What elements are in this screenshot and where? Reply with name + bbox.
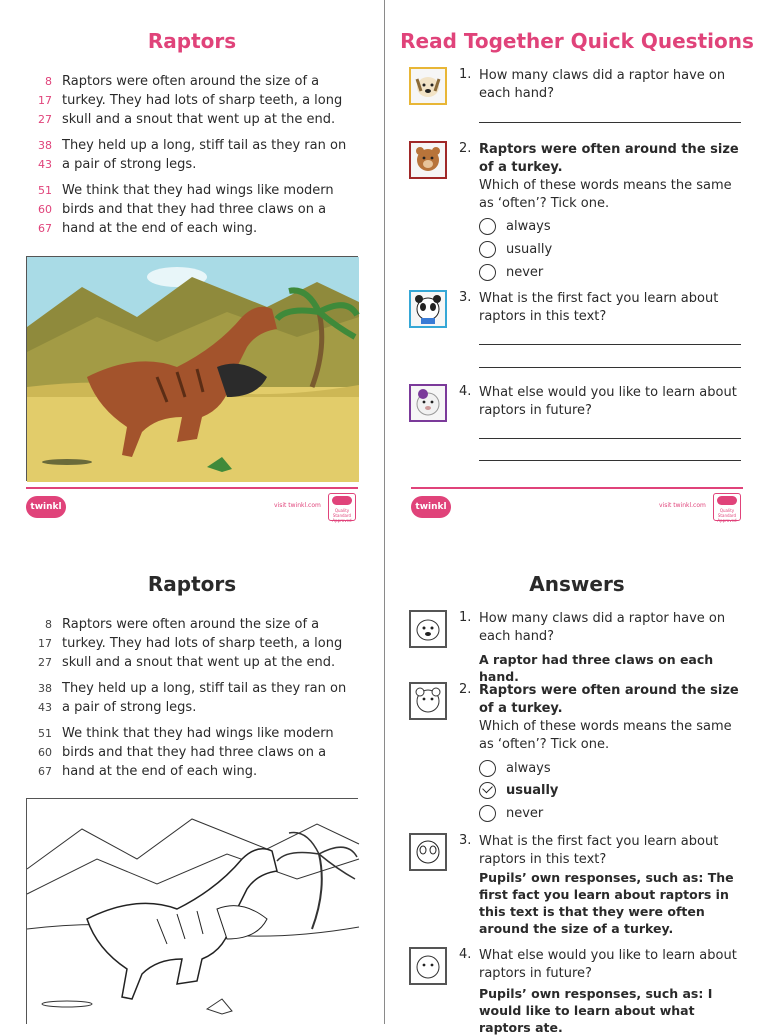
answer-line[interactable]: [479, 438, 741, 439]
answer-line[interactable]: [479, 122, 741, 123]
passage-line: We think that they had wings like modern: [62, 183, 334, 198]
question-4: [409, 384, 749, 464]
radio-circle-icon[interactable]: [479, 760, 496, 777]
question-number: 1.: [459, 67, 472, 82]
twinkl-logo: twinkl: [26, 496, 66, 518]
passage-line: hand at the end of each wing.: [62, 764, 258, 779]
question-text: Raptors were often around the size of a turkey. Which of these words means the same as ‘often’? Tick one.: [479, 682, 749, 754]
question-quote: Raptors were often around the size of a turkey.: [479, 142, 739, 175]
badge-text: Quality Standard Approved: [717, 508, 737, 523]
option-usually[interactable]: usually: [479, 239, 552, 259]
quality-badge-icon: [713, 493, 741, 521]
question-number: 2.: [459, 682, 472, 697]
question-number: 3.: [459, 290, 472, 305]
passage-line: Raptors were often around the size of a: [62, 617, 320, 632]
passage-line: turkey. They had lots of sharp teeth, a long: [62, 93, 343, 108]
passage-panel-bw: [0, 540, 384, 1024]
question-number: 4.: [459, 947, 472, 962]
answer-3: [409, 833, 749, 943]
answer-1: [409, 610, 749, 684]
answer-2: [409, 682, 749, 824]
question-text: What is the first fact you learn about raptors in this text?: [479, 291, 719, 324]
question-text: What else would you like to learn about raptors in future?: [479, 385, 737, 418]
badge-text: Quality Standard Approved: [332, 508, 352, 523]
raptor-illustration-color: [26, 256, 358, 481]
line-number: 43: [38, 701, 52, 714]
answer-line[interactable]: [479, 344, 741, 345]
line-number: 8: [45, 75, 52, 88]
answer-4: [409, 947, 749, 1035]
passage-line: turkey. They had lots of sharp teeth, a long: [62, 636, 343, 651]
tick-icon: [482, 782, 493, 793]
footer-rule: [411, 487, 743, 489]
bear-avatar-icon: [409, 682, 447, 720]
passage-line: skull and a snout that went up at the end.: [62, 655, 336, 670]
passage-text: [28, 74, 358, 247]
radio-circle-icon[interactable]: [479, 241, 496, 258]
sheep-avatar-icon: [409, 947, 447, 985]
line-number: 60: [38, 203, 52, 216]
footer-questions: [411, 487, 743, 527]
answers-title: Answers: [529, 572, 625, 596]
radio-circle-icon[interactable]: [479, 218, 496, 235]
question-number: 4.: [459, 384, 472, 399]
sheep-avatar-icon: [409, 384, 447, 422]
option-usually-checked[interactable]: usually: [479, 780, 558, 800]
raptor-illustration-bw: [26, 798, 358, 1024]
question-3: [409, 290, 749, 370]
question-number: 2.: [459, 141, 472, 156]
passage-line: a pair of strong legs.: [62, 700, 197, 715]
option-never[interactable]: never: [479, 803, 543, 823]
questions-title: Read Together Quick Questions: [400, 29, 754, 53]
option-always[interactable]: always: [479, 758, 551, 778]
passage-text-bw: [28, 617, 358, 790]
question-text: How many claws did a raptor have on each hand?: [479, 611, 726, 644]
question-text: What is the first fact you learn about raptors in this text?: [479, 834, 719, 867]
checked-circle-icon[interactable]: [479, 782, 496, 799]
footer-rule: [26, 487, 358, 489]
footer-color: [26, 487, 358, 527]
line-number: 51: [38, 727, 52, 740]
answer-text: A raptor had three claws on each hand.: [479, 652, 714, 684]
passage-line: birds and that they had three claws on a: [62, 745, 327, 760]
line-number: 43: [38, 158, 52, 171]
line-number: 17: [38, 94, 52, 107]
line-number: 27: [38, 113, 52, 126]
passage-line: Raptors were often around the size of a: [62, 74, 320, 89]
passage-line: a pair of strong legs.: [62, 157, 197, 172]
answer-line[interactable]: [479, 367, 741, 368]
question-quote: Raptors were often around the size of a turkey.: [479, 683, 739, 716]
option-always[interactable]: always: [479, 216, 551, 236]
line-number: 67: [38, 765, 52, 778]
radio-circle-icon[interactable]: [479, 264, 496, 281]
question-1: [409, 67, 749, 127]
question-text: Raptors were often around the size of a turkey. Which of these words means the same as ‘often’? Tick one.: [479, 141, 749, 213]
passage-line: We think that they had wings like modern: [62, 726, 334, 741]
answer-text: Pupils’ own responses, such as: I would like to learn about what raptors ate.: [479, 986, 713, 1035]
dog-avatar-icon: [409, 67, 447, 105]
line-number: 38: [38, 682, 52, 695]
answer-text: Pupils’ own responses, such as: The first fact you learn about raptors in this text is that they were often around the size of a turkey.: [479, 870, 734, 936]
line-number: 60: [38, 746, 52, 759]
question-number: 3.: [459, 833, 472, 848]
line-number: 27: [38, 656, 52, 669]
panda-avatar-icon: [409, 290, 447, 328]
passage-line: They held up a long, stiff tail as they ran on: [62, 138, 347, 153]
question-text: What else would you like to learn about raptors in future?: [479, 948, 737, 981]
question-2: [409, 141, 749, 283]
passage-line: hand at the end of each wing.: [62, 221, 258, 236]
visit-link[interactable]: visit twinkl.com: [659, 502, 706, 509]
line-number: 8: [45, 618, 52, 631]
line-number: 51: [38, 184, 52, 197]
answer-line[interactable]: [479, 460, 741, 461]
option-never[interactable]: never: [479, 262, 543, 282]
passage-line: birds and that they had three claws on a: [62, 202, 327, 217]
quality-badge-icon: [328, 493, 356, 521]
questions-panel: [385, 0, 769, 523]
passage-line: skull and a snout that went up at the end.: [62, 112, 336, 127]
line-number: 67: [38, 222, 52, 235]
passage-panel-color: [0, 0, 384, 523]
radio-circle-icon[interactable]: [479, 805, 496, 822]
question-number: 1.: [459, 610, 472, 625]
passage-title-bw: Raptors: [147, 572, 237, 596]
dog-avatar-icon: [409, 610, 447, 648]
bear-avatar-icon: [409, 141, 447, 179]
line-number: 38: [38, 139, 52, 152]
visit-link[interactable]: visit twinkl.com: [274, 502, 321, 509]
panda-avatar-icon: [409, 833, 447, 871]
passage-title: Raptors: [147, 29, 237, 53]
answers-panel: [385, 540, 769, 1035]
passage-line: They held up a long, stiff tail as they ran on: [62, 681, 347, 696]
line-number: 17: [38, 637, 52, 650]
question-text: How many claws did a raptor have on each hand?: [479, 68, 726, 101]
twinkl-logo: twinkl: [411, 496, 451, 518]
